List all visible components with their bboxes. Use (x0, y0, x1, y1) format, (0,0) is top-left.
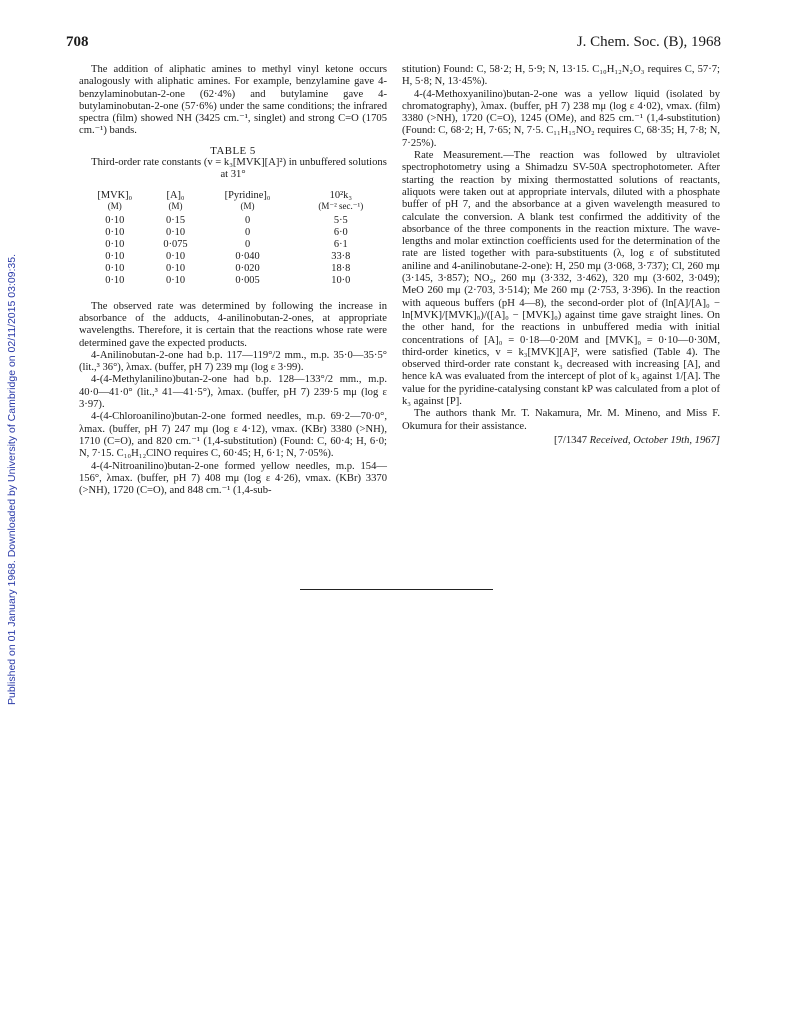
table-cell: 5·5 (333, 214, 348, 226)
table-cell: 0 (244, 226, 251, 238)
table-cell: 0·15 (166, 214, 186, 226)
paragraph: stitution) Found: C, 58·2; H, 5·9; N, 13·15. C₁₀H₁₂N₂O₃ requires C, 57·7; H, 5·8; N, 13·45%). (402, 64, 720, 88)
received-date: Received, October 19th, 1967] (589, 434, 720, 446)
table-row (79, 239, 387, 251)
table-header-row (79, 190, 387, 215)
table-cell: 0·10 (105, 274, 125, 286)
table-row (79, 275, 387, 287)
table-row (79, 215, 387, 227)
table-cell: 0·10 (105, 214, 125, 226)
end-rule (300, 589, 493, 590)
table-caption: TABLE 5 (210, 144, 256, 157)
table-cell: 33·8 (331, 250, 351, 262)
table-cell: 0·005 (235, 274, 260, 286)
table-row (79, 227, 387, 239)
table-cell: 0·10 (105, 262, 125, 274)
table-header-cell: 10²k₃ (M⁻² sec.⁻¹) (318, 189, 364, 211)
manuscript-number: [7/1347 (554, 434, 588, 446)
table-header-cell: [Pyridine]₀ (M) (224, 189, 271, 211)
table-header-cell: [A]₀ (M) (166, 189, 185, 211)
table-cell: 0·10 (105, 238, 125, 250)
table-header-cell: [MVK]₀ (M) (97, 189, 133, 211)
table-cell: 18·8 (331, 262, 351, 274)
table-cell: 0·10 (166, 250, 186, 262)
paragraph: 4-(4-Methoxyanilino)butan-2-one was a yellow liquid (isolated by chromatography), λmax. (buffer, pH 7) 238 mμ (log ε 4·02), νmax. (film) 3380 (>NH), 1720 (C=O), 1245 (OMe), and 825 cm.⁻¹ (1,4-substitution) (Found: C, 68·2; H, 7·65; N, 7·5. C₁₁H₁₅NO₂ requires C, 68·35; H, 7·8; N, 7·25%). (402, 88, 720, 149)
paragraph: The addition of aliphatic amines to methyl vinyl ketone occurs analogously with aliphatic amines. For example, benzylamine gave 4-benzylaminobutan-2-one (62·4%) and butylamine gave 4-butylaminobutan-2-one (57·6%) under the same conditions; the infrared spectra (film) showed NH (3425 cm.⁻¹, singlet) and strong C=O (1705 cm.⁻¹) bands. (79, 64, 387, 137)
table-cell: 6·1 (333, 238, 348, 250)
page-number: 708 (66, 34, 89, 50)
paragraph: The observed rate was determined by following the increase in absorbance of the adducts, 4-anilinobutan-2-ones, at appropriate wavelengths. Therefore, it is certain that the reactions whose rate were determined gave the expected products. (79, 300, 387, 349)
table-cell: 0·075 (163, 238, 188, 250)
table-row (79, 251, 387, 263)
journal-reference: J. Chem. Soc. (B), 1968 (576, 34, 721, 50)
table-cell: 0·10 (166, 274, 186, 286)
table-row (79, 263, 387, 275)
table-cell: 0·10 (105, 226, 125, 238)
table-cell: 0·020 (235, 262, 260, 274)
acknowledgement: The authors thank Mr. T. Nakamura, Mr. M. Mineno, and Miss F. Okumura for their assistance. (402, 408, 720, 432)
table-cell: 0·10 (166, 262, 186, 274)
right-column (402, 64, 720, 447)
paragraph: 4-(4-Nitroanilino)butan-2-one formed yellow needles, m.p. 154—156°, λmax. (buffer, pH 7) 408 mμ (log ε 4·26), νmax. (KBr) 3370 (>NH), 1720 (C=O), and 848 cm.⁻¹ (1,4-sub- (79, 460, 387, 497)
table-cell: 0 (244, 214, 251, 226)
left-column (79, 64, 387, 497)
download-notice-sidebar (6, 185, 20, 705)
table-title: Third-order rate constants (v = k₃[MVK][A]²) in unbuffered solutions at 31° (91, 157, 387, 181)
table-cell: 0·10 (166, 226, 186, 238)
paragraph: 4-(4-Chloroanilino)butan-2-one formed needles, m.p. 69·2—70·0°, λmax. (buffer, pH 7) 247 mμ (log ε 4·12), νmax. (KBr) 3380 (>NH), 1710 (C=O), and 820 cm.⁻¹ (1,4-substitution) (Found: C, 60·4; H, 6·0; N, 7·15. C₁₀H₁₂ClNO requires C, 60·45; H, 6·1; N, 7·05%). (79, 411, 387, 460)
rate-constants-table (79, 190, 387, 287)
received-line (402, 435, 720, 447)
table-cell: 0·10 (105, 250, 125, 262)
table-cell: 0 (244, 238, 251, 250)
table-cell: 0·040 (235, 250, 260, 262)
download-notice-text: Published on 01 January 1968. Downloaded by University of Cambridge on 02/11/2015 03:09:35. (6, 253, 18, 705)
table-cell: 6·0 (333, 226, 348, 238)
paragraph: 4-Anilinobutan-2-one had b.p. 117—119°/2 mm., m.p. 35·0—35·5° (lit.,³ 36°), λmax. (buffer, pH 7) 239 mμ (log ε 3·99). (79, 349, 387, 374)
paragraph: Rate Measurement.—The reaction was followed by ultraviolet spectrophotometry using a Shimadzu SV-50A spectrophotometer. After starting the reaction by mixing thermostatted solutions of reactants, aliquots were taken out at appropriate intervals, diluted with a phosphate buffer of pH 7, and the absorbance at a given wavelength measured to calculate the conversion. A blank test confirmed the additivity of the absorbance of the three components in the reaction mixture. The wave-lengths and molar extinction coefficients used for the determination of the rate are listed together with para-substituents (λ, log ε of substituted aniline and 4-anilinobutane-2-one): H, 250 mμ (3·068, 3·737); Cl, 260 mμ (3·145, 3·857); NO₂, 260 mμ (3·332, 3·462), 320 mμ (3·602, 3·049); MeO 260 mμ (2·703, 3·514); Me 260 mμ (2·753, 3·396). In the reaction with aqueous buffers (pH 4—8), the second-order plot of (ln[A]/[A]₀ − ln[MVK]/[MVK]₀)/([A]₀ − [MVK]₀) against time gave straight lines. On the other hand, for the reactions in unbuffered media with initial concentrations of [A]₀ = 0·18—0·20M and [MVK]₀ = 0·10—0·30M, third-order kinetics, v = k₃[MVK][A]², were satisfied (Table 4). The observed third-order rate constant k₃ decreased with increasing [A], and hence kA was evaluated from the intercept of plot of k₃ against 1/[A]. The value for the pyridine-catalysing constant kP was calculated from a plot of k₃ against [P]. (402, 150, 720, 408)
table-cell: 10·0 (331, 274, 351, 286)
paragraph: 4-(4-Methylanilino)butan-2-one had b.p. 128—133°/2 mm., m.p. 40·0—41·0° (lit.,³ 41—41·5°), λmax. (buffer, pH 7) 239·5 mμ (log ε 3·97). (79, 374, 387, 411)
